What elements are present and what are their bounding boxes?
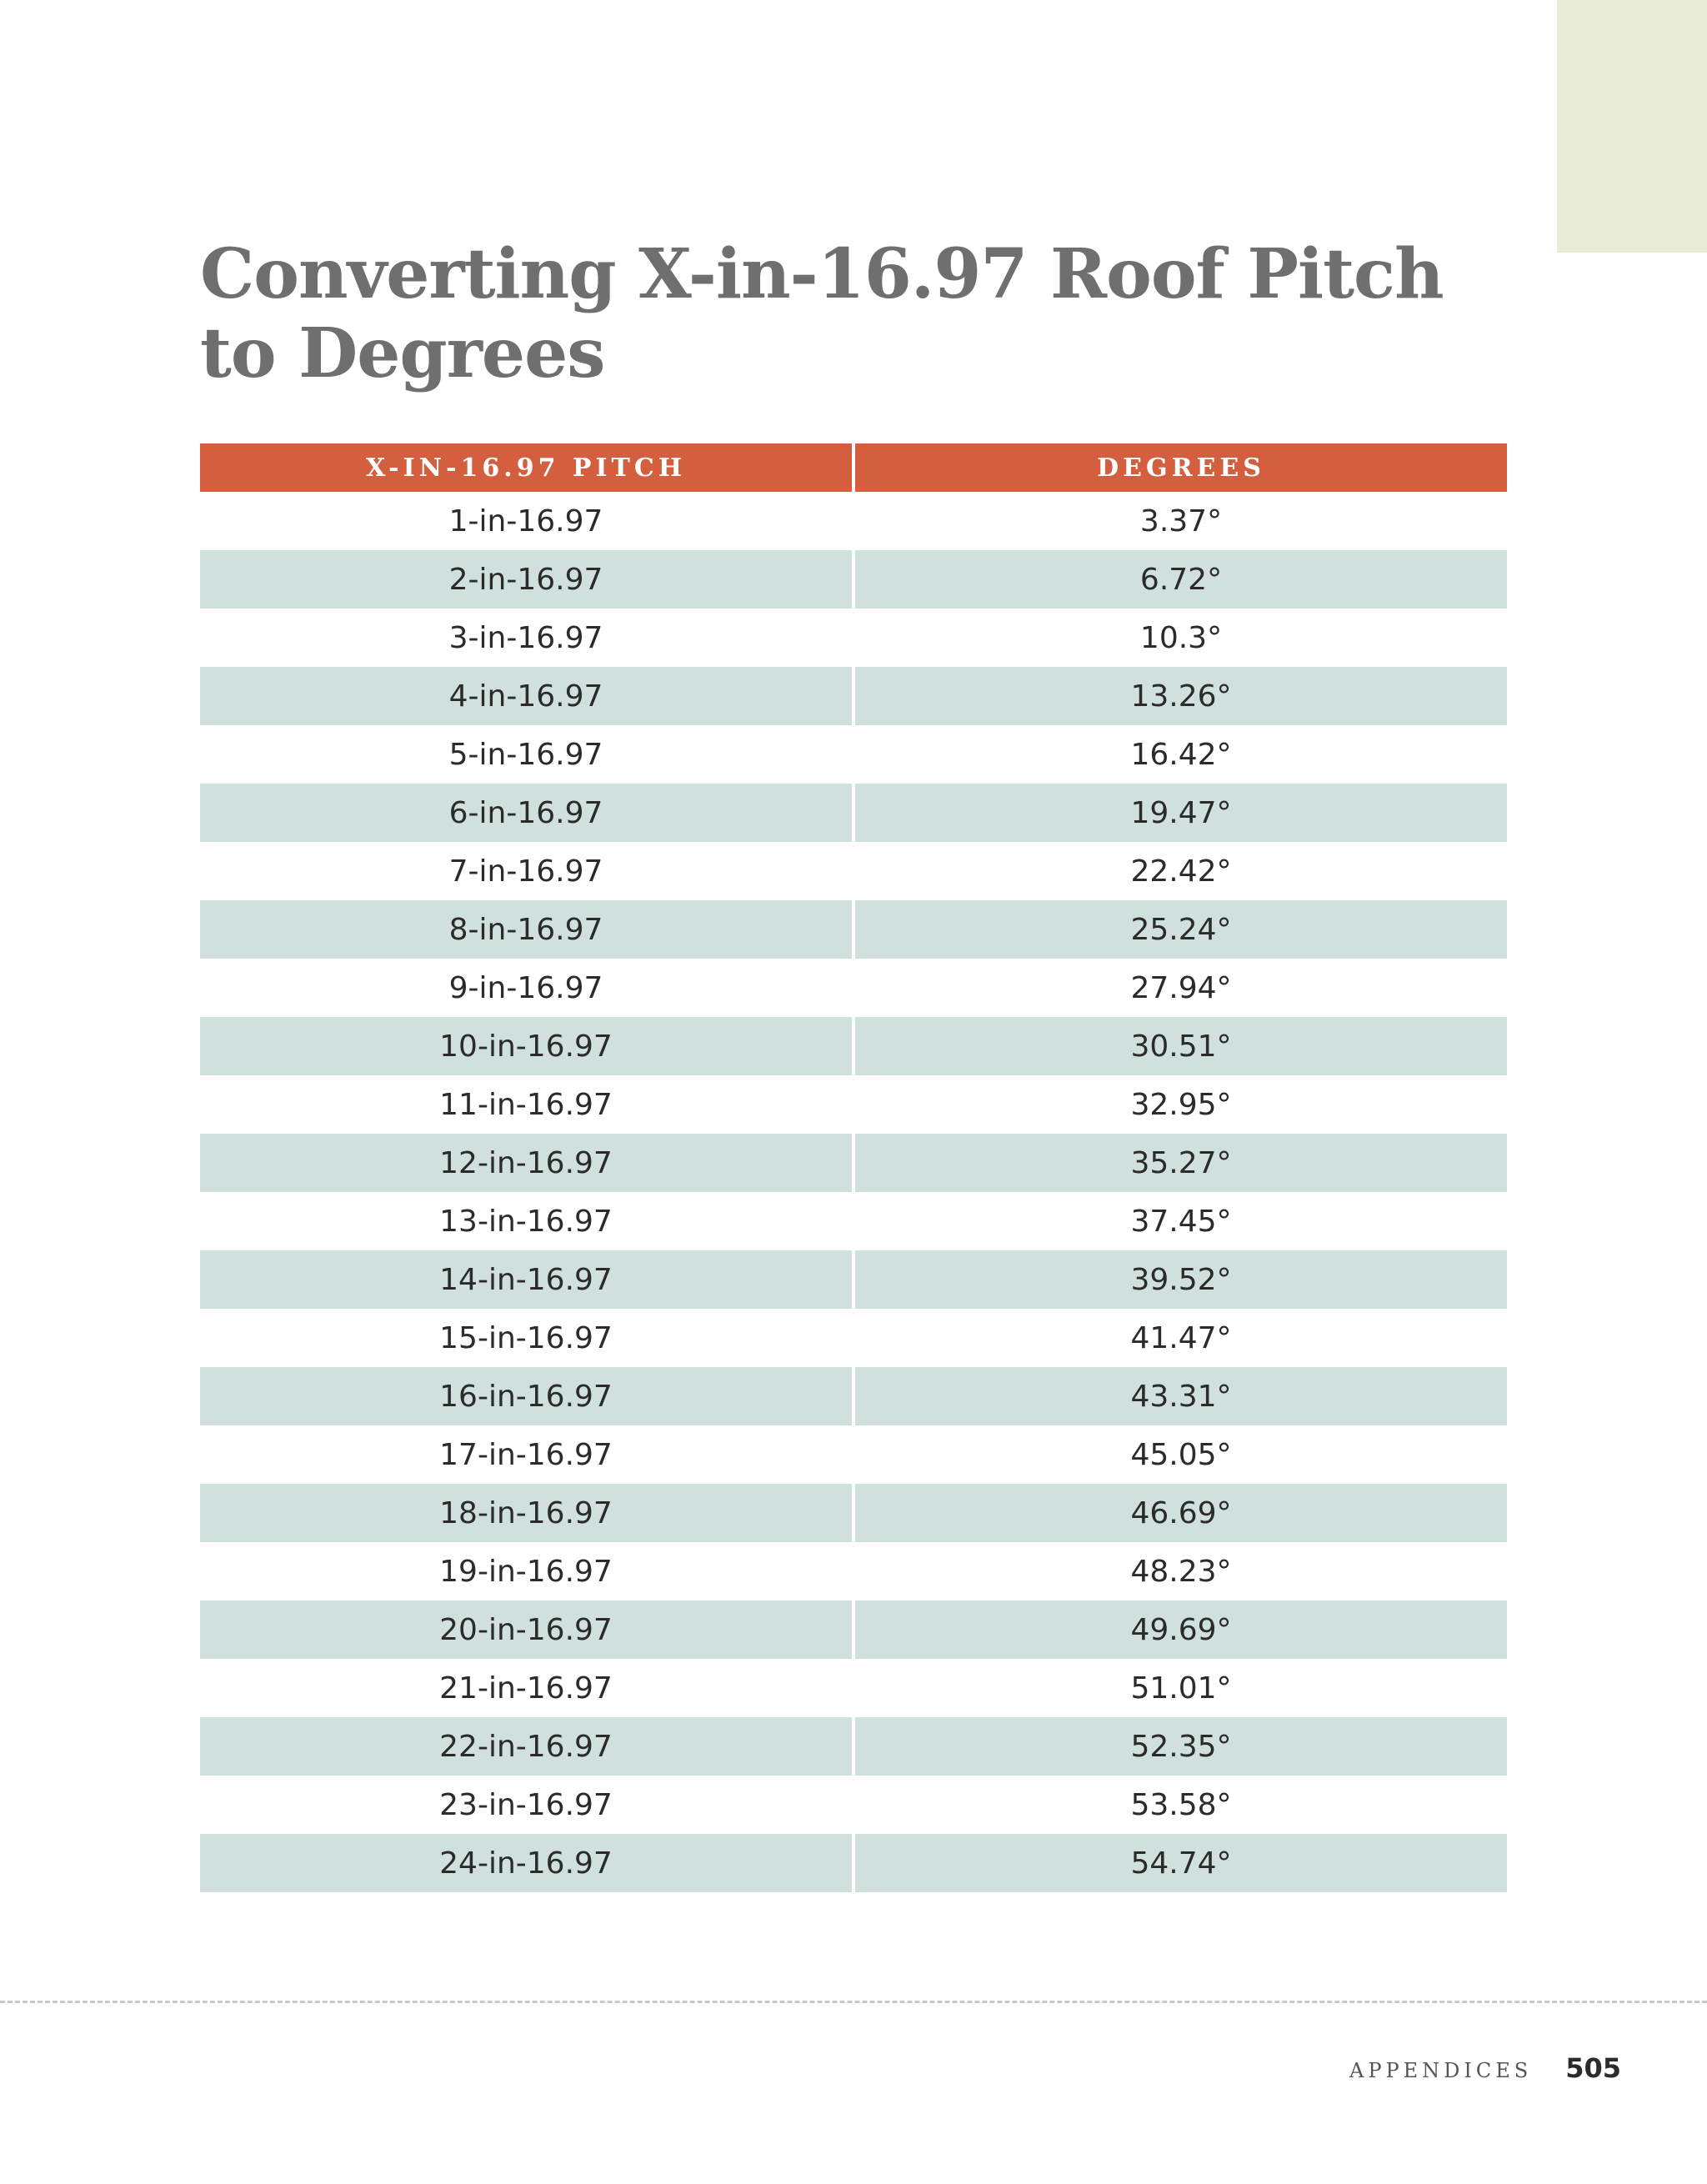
degrees-cell: 54.74° — [855, 1834, 1507, 1892]
table-row — [200, 1367, 1507, 1425]
table-row — [200, 1659, 1507, 1717]
pitch-cell: 9-in-16.97 — [448, 970, 603, 1005]
degrees-cell: 10.3° — [1139, 620, 1223, 655]
table-row — [200, 1542, 1507, 1600]
table-row — [200, 725, 1507, 784]
table-row — [200, 609, 1507, 667]
pitch-cell: 20-in-16.97 — [200, 1600, 852, 1659]
pitch-cell: 11-in-16.97 — [439, 1087, 613, 1122]
degrees-cell: 30.51° — [855, 1017, 1507, 1075]
degrees-cell: 53.58° — [1130, 1787, 1232, 1822]
table-row — [200, 1484, 1507, 1542]
degrees-cell: 22.42° — [1130, 854, 1232, 889]
degrees-cell: 35.27° — [855, 1134, 1507, 1192]
corner-tab — [1557, 0, 1707, 253]
table-row — [200, 550, 1507, 609]
pitch-cell: 21-in-16.97 — [439, 1671, 613, 1706]
degrees-cell: 27.94° — [1130, 970, 1232, 1005]
pitch-cell: 19-in-16.97 — [439, 1554, 613, 1589]
pitch-cell: 18-in-16.97 — [200, 1484, 852, 1542]
degrees-cell: 49.69° — [855, 1600, 1507, 1659]
pitch-cell: 5-in-16.97 — [448, 737, 603, 772]
pitch-cell: 2-in-16.97 — [200, 550, 852, 609]
pitch-cell: 14-in-16.97 — [200, 1250, 852, 1309]
pitch-cell: 7-in-16.97 — [448, 854, 603, 889]
table-row — [200, 959, 1507, 1017]
degrees-cell: 37.45° — [1130, 1204, 1232, 1239]
degrees-cell: 16.42° — [1130, 737, 1232, 772]
page-title: Converting X-in-16.97 Roof Pitch to Degrees — [200, 234, 1444, 393]
degrees-cell: 13.26° — [855, 667, 1507, 725]
degrees-cell: 19.47° — [855, 784, 1507, 842]
table-row — [200, 1075, 1507, 1134]
page-footer — [1349, 2052, 1621, 2084]
degrees-cell: 6.72° — [855, 550, 1507, 609]
degrees-cell: 3.37° — [1139, 503, 1223, 538]
table-row — [200, 900, 1507, 959]
table-row — [200, 1250, 1507, 1309]
header-pitch: X-IN-16.97 PITCH — [200, 443, 852, 492]
table-row — [200, 842, 1507, 900]
pitch-cell: 4-in-16.97 — [200, 667, 852, 725]
footer-divider — [0, 2001, 1707, 2003]
pitch-cell: 3-in-16.97 — [448, 620, 603, 655]
pitch-cell: 6-in-16.97 — [200, 784, 852, 842]
table-row — [200, 784, 1507, 842]
table-row — [200, 1425, 1507, 1484]
table-row — [200, 1717, 1507, 1776]
table-row — [200, 1309, 1507, 1367]
table-row — [200, 1776, 1507, 1834]
degrees-cell: 41.47° — [1130, 1320, 1232, 1355]
pitch-cell: 15-in-16.97 — [439, 1320, 613, 1355]
degrees-cell: 45.05° — [1130, 1437, 1232, 1472]
pitch-cell: 17-in-16.97 — [439, 1437, 613, 1472]
pitch-table — [200, 443, 1507, 1892]
pitch-cell: 23-in-16.97 — [439, 1787, 613, 1822]
degrees-cell: 46.69° — [855, 1484, 1507, 1542]
header-degrees: DEGREES — [855, 443, 1507, 492]
pitch-cell: 10-in-16.97 — [200, 1017, 852, 1075]
pitch-cell: 1-in-16.97 — [448, 503, 603, 538]
table-row — [200, 1600, 1507, 1659]
degrees-cell: 48.23° — [1130, 1554, 1232, 1589]
footer-section-label: APPENDICES — [1349, 2059, 1533, 2082]
table-row — [200, 1134, 1507, 1192]
table-row — [200, 1834, 1507, 1892]
table-body — [200, 492, 1507, 1892]
pitch-cell: 8-in-16.97 — [200, 900, 852, 959]
degrees-cell: 32.95° — [1130, 1087, 1232, 1122]
degrees-cell: 51.01° — [1130, 1671, 1232, 1706]
degrees-cell: 39.52° — [855, 1250, 1507, 1309]
table-row — [200, 492, 1507, 550]
table-header-row — [200, 443, 1507, 492]
pitch-cell: 24-in-16.97 — [200, 1834, 852, 1892]
page-number: 505 — [1565, 2052, 1621, 2084]
degrees-cell: 43.31° — [855, 1367, 1507, 1425]
table-row — [200, 1017, 1507, 1075]
table-row — [200, 667, 1507, 725]
degrees-cell: 25.24° — [855, 900, 1507, 959]
degrees-cell: 52.35° — [855, 1717, 1507, 1776]
pitch-cell: 13-in-16.97 — [439, 1204, 613, 1239]
pitch-cell: 22-in-16.97 — [200, 1717, 852, 1776]
pitch-cell: 12-in-16.97 — [200, 1134, 852, 1192]
pitch-cell: 16-in-16.97 — [200, 1367, 852, 1425]
table-row — [200, 1192, 1507, 1250]
